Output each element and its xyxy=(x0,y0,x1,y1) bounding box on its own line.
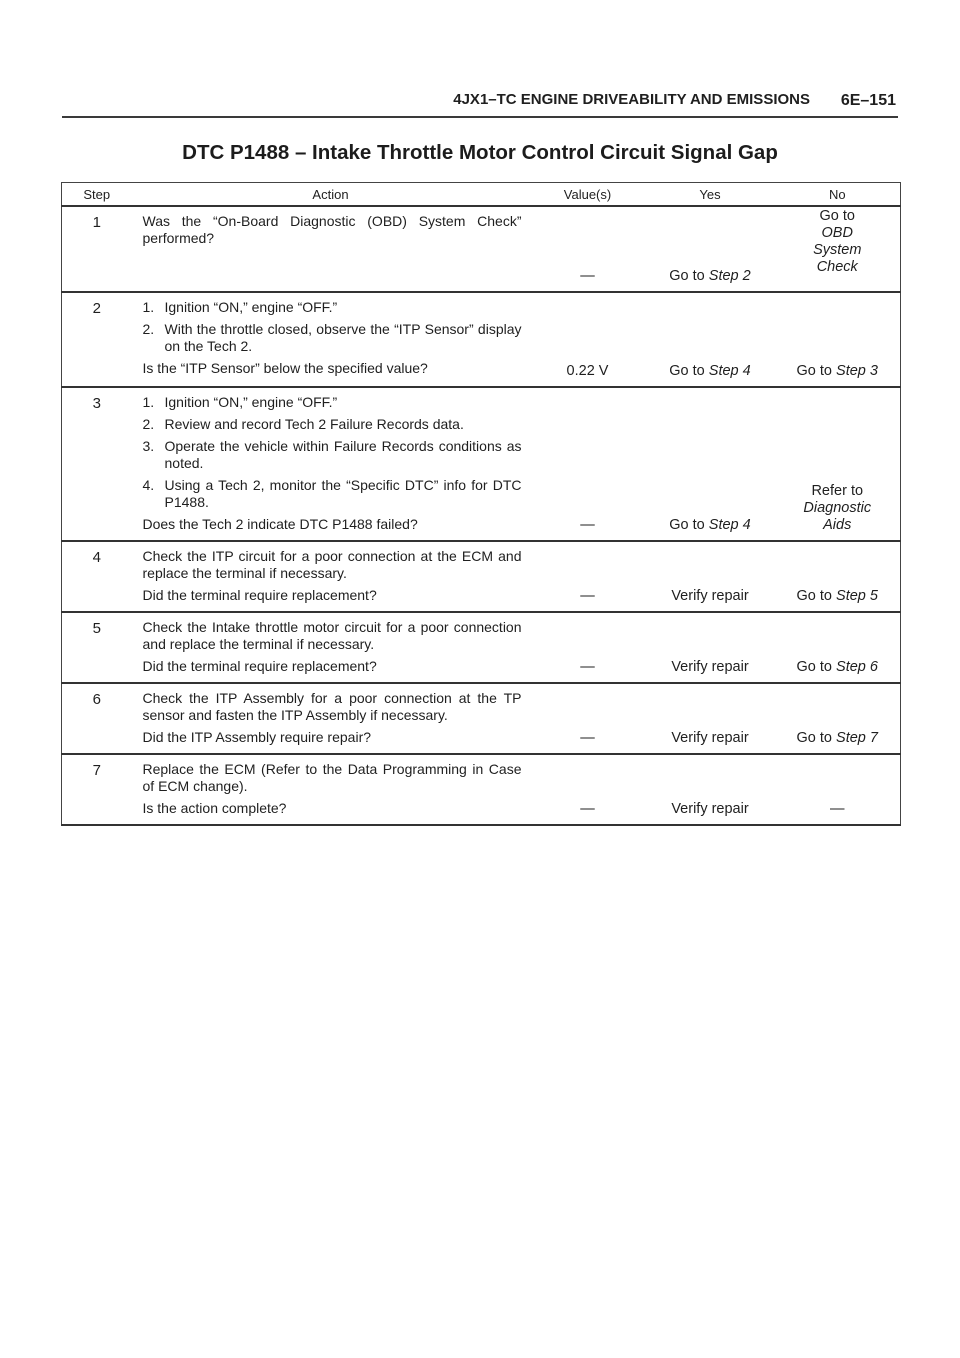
yes-cell: Verify repair xyxy=(646,541,775,612)
question-text: Did the terminal require replacement? xyxy=(142,658,377,674)
yes-step-link[interactable]: Step 2 xyxy=(708,268,751,284)
step-number: 1 xyxy=(62,206,132,292)
column-header-values: Value(s) xyxy=(530,183,646,207)
value-cell: — xyxy=(530,683,646,754)
list-item: 1. Ignition “ON,” engine “OFF.” xyxy=(142,299,338,315)
action-cell xyxy=(132,206,530,292)
value-cell: 0.22 V xyxy=(530,292,646,387)
action-cell xyxy=(132,541,530,612)
column-header-step: Step xyxy=(62,183,132,207)
no-step-link[interactable]: Step 3 xyxy=(836,363,878,379)
column-header-yes: Yes xyxy=(646,183,775,207)
list-item: 1. Ignition “ON,” engine “OFF.” xyxy=(142,394,338,410)
yes-cell: Verify repair xyxy=(646,612,775,683)
no-link-diagnostic[interactable]: Diagnostic xyxy=(803,500,872,516)
no-text: Refer to xyxy=(811,483,864,499)
no-cell: Go to Step 6 xyxy=(775,612,901,683)
list-item: 2. With the throttle closed, observe the “ITP Sensor” display on the Tech 2. xyxy=(142,321,522,354)
column-header-action: Action xyxy=(132,183,530,207)
yes-cell: Go to Step 4 xyxy=(646,387,775,541)
table-row xyxy=(62,754,901,825)
section-title: 4JX1–TC ENGINE DRIVEABILITY AND EMISSIONS xyxy=(453,91,810,108)
yes-cell: Go to Step 4 xyxy=(646,292,775,387)
no-step-link[interactable]: Step 5 xyxy=(836,588,878,604)
question-text: Does the Tech 2 indicate DTC P1488 failed? xyxy=(142,516,418,532)
no-link-aids[interactable]: Aids xyxy=(823,517,852,533)
page-number: 6E–151 xyxy=(840,92,896,109)
value-cell: — xyxy=(530,541,646,612)
yes-step-link[interactable]: Step 4 xyxy=(708,517,751,533)
no-link-system[interactable]: System xyxy=(813,242,862,258)
step-number: 6 xyxy=(62,683,132,754)
action-text: Check the ITP Assembly for a poor connection at the TP sensor and fasten the ITP Assembly if necessary. xyxy=(142,690,522,723)
step-number: 3 xyxy=(62,387,132,541)
action-cell xyxy=(132,612,530,683)
no-text: Go to xyxy=(819,208,855,224)
diagnostic-table xyxy=(61,182,901,826)
header-rule xyxy=(62,116,898,118)
value-cell: — xyxy=(530,612,646,683)
no-cell: Go to Step 7 xyxy=(775,683,901,754)
no-cell: Go to Step 3 xyxy=(775,292,901,387)
action-text: Replace the ECM (Refer to the Data Programming in Case of ECM change). xyxy=(142,761,522,794)
action-cell xyxy=(132,754,530,825)
no-link-check[interactable]: Check xyxy=(816,259,858,275)
value-cell: — xyxy=(530,206,646,292)
no-cell xyxy=(775,206,901,292)
no-step-link[interactable]: Step 7 xyxy=(836,730,878,746)
action-text: Check the Intake throttle motor circuit for a poor connection and replace the terminal if necessary. xyxy=(142,619,522,652)
yes-step-link[interactable]: Step 4 xyxy=(708,363,751,379)
action-text: Was the “On-Board Diagnostic (OBD) System Check” performed? xyxy=(142,213,522,246)
no-cell: Go to Step 5 xyxy=(775,541,901,612)
no-step-link[interactable]: Step 6 xyxy=(836,659,878,675)
step-number: 2 xyxy=(62,292,132,387)
table-row xyxy=(62,292,901,387)
table-row xyxy=(62,387,901,541)
step-number: 7 xyxy=(62,754,132,825)
table-row xyxy=(62,683,901,754)
page-title: DTC P1488 – Intake Throttle Motor Control Circuit Signal Gap xyxy=(182,141,778,164)
yes-cell: Verify repair xyxy=(646,754,775,825)
action-cell xyxy=(132,683,530,754)
question-text: Is the action complete? xyxy=(142,800,287,816)
yes-prefix: Go to xyxy=(669,268,709,284)
table-row xyxy=(62,206,901,292)
list-item: 4. Using a Tech 2, monitor the “Specific DTC” info for DTC P1488. xyxy=(142,477,522,510)
table-row xyxy=(62,612,901,683)
value-cell: — xyxy=(530,754,646,825)
yes-cell xyxy=(646,206,775,292)
list-item: 2. Review and record Tech 2 Failure Records data. xyxy=(142,416,464,432)
no-link-obd[interactable]: OBD xyxy=(821,225,853,241)
question-text: Did the terminal require replacement? xyxy=(142,587,377,603)
action-text: Check the ITP circuit for a poor connection at the ECM and replace the terminal if necessary. xyxy=(142,548,522,581)
question-text: Did the ITP Assembly require repair? xyxy=(142,729,372,745)
step-number: 4 xyxy=(62,541,132,612)
table-row xyxy=(62,541,901,612)
action-cell xyxy=(132,387,530,541)
value-cell: — xyxy=(530,387,646,541)
no-cell: — xyxy=(775,754,901,825)
yes-cell: Verify repair xyxy=(646,683,775,754)
list-item: 3. Operate the vehicle within Failure Records conditions as noted. xyxy=(142,438,522,471)
table-header-row xyxy=(62,183,901,207)
no-cell xyxy=(775,387,901,541)
running-header xyxy=(64,88,898,110)
action-cell xyxy=(132,292,530,387)
question-text: Is the “ITP Sensor” below the specified value? xyxy=(142,360,428,376)
column-header-no: No xyxy=(775,183,901,207)
step-number: 5 xyxy=(62,612,132,683)
